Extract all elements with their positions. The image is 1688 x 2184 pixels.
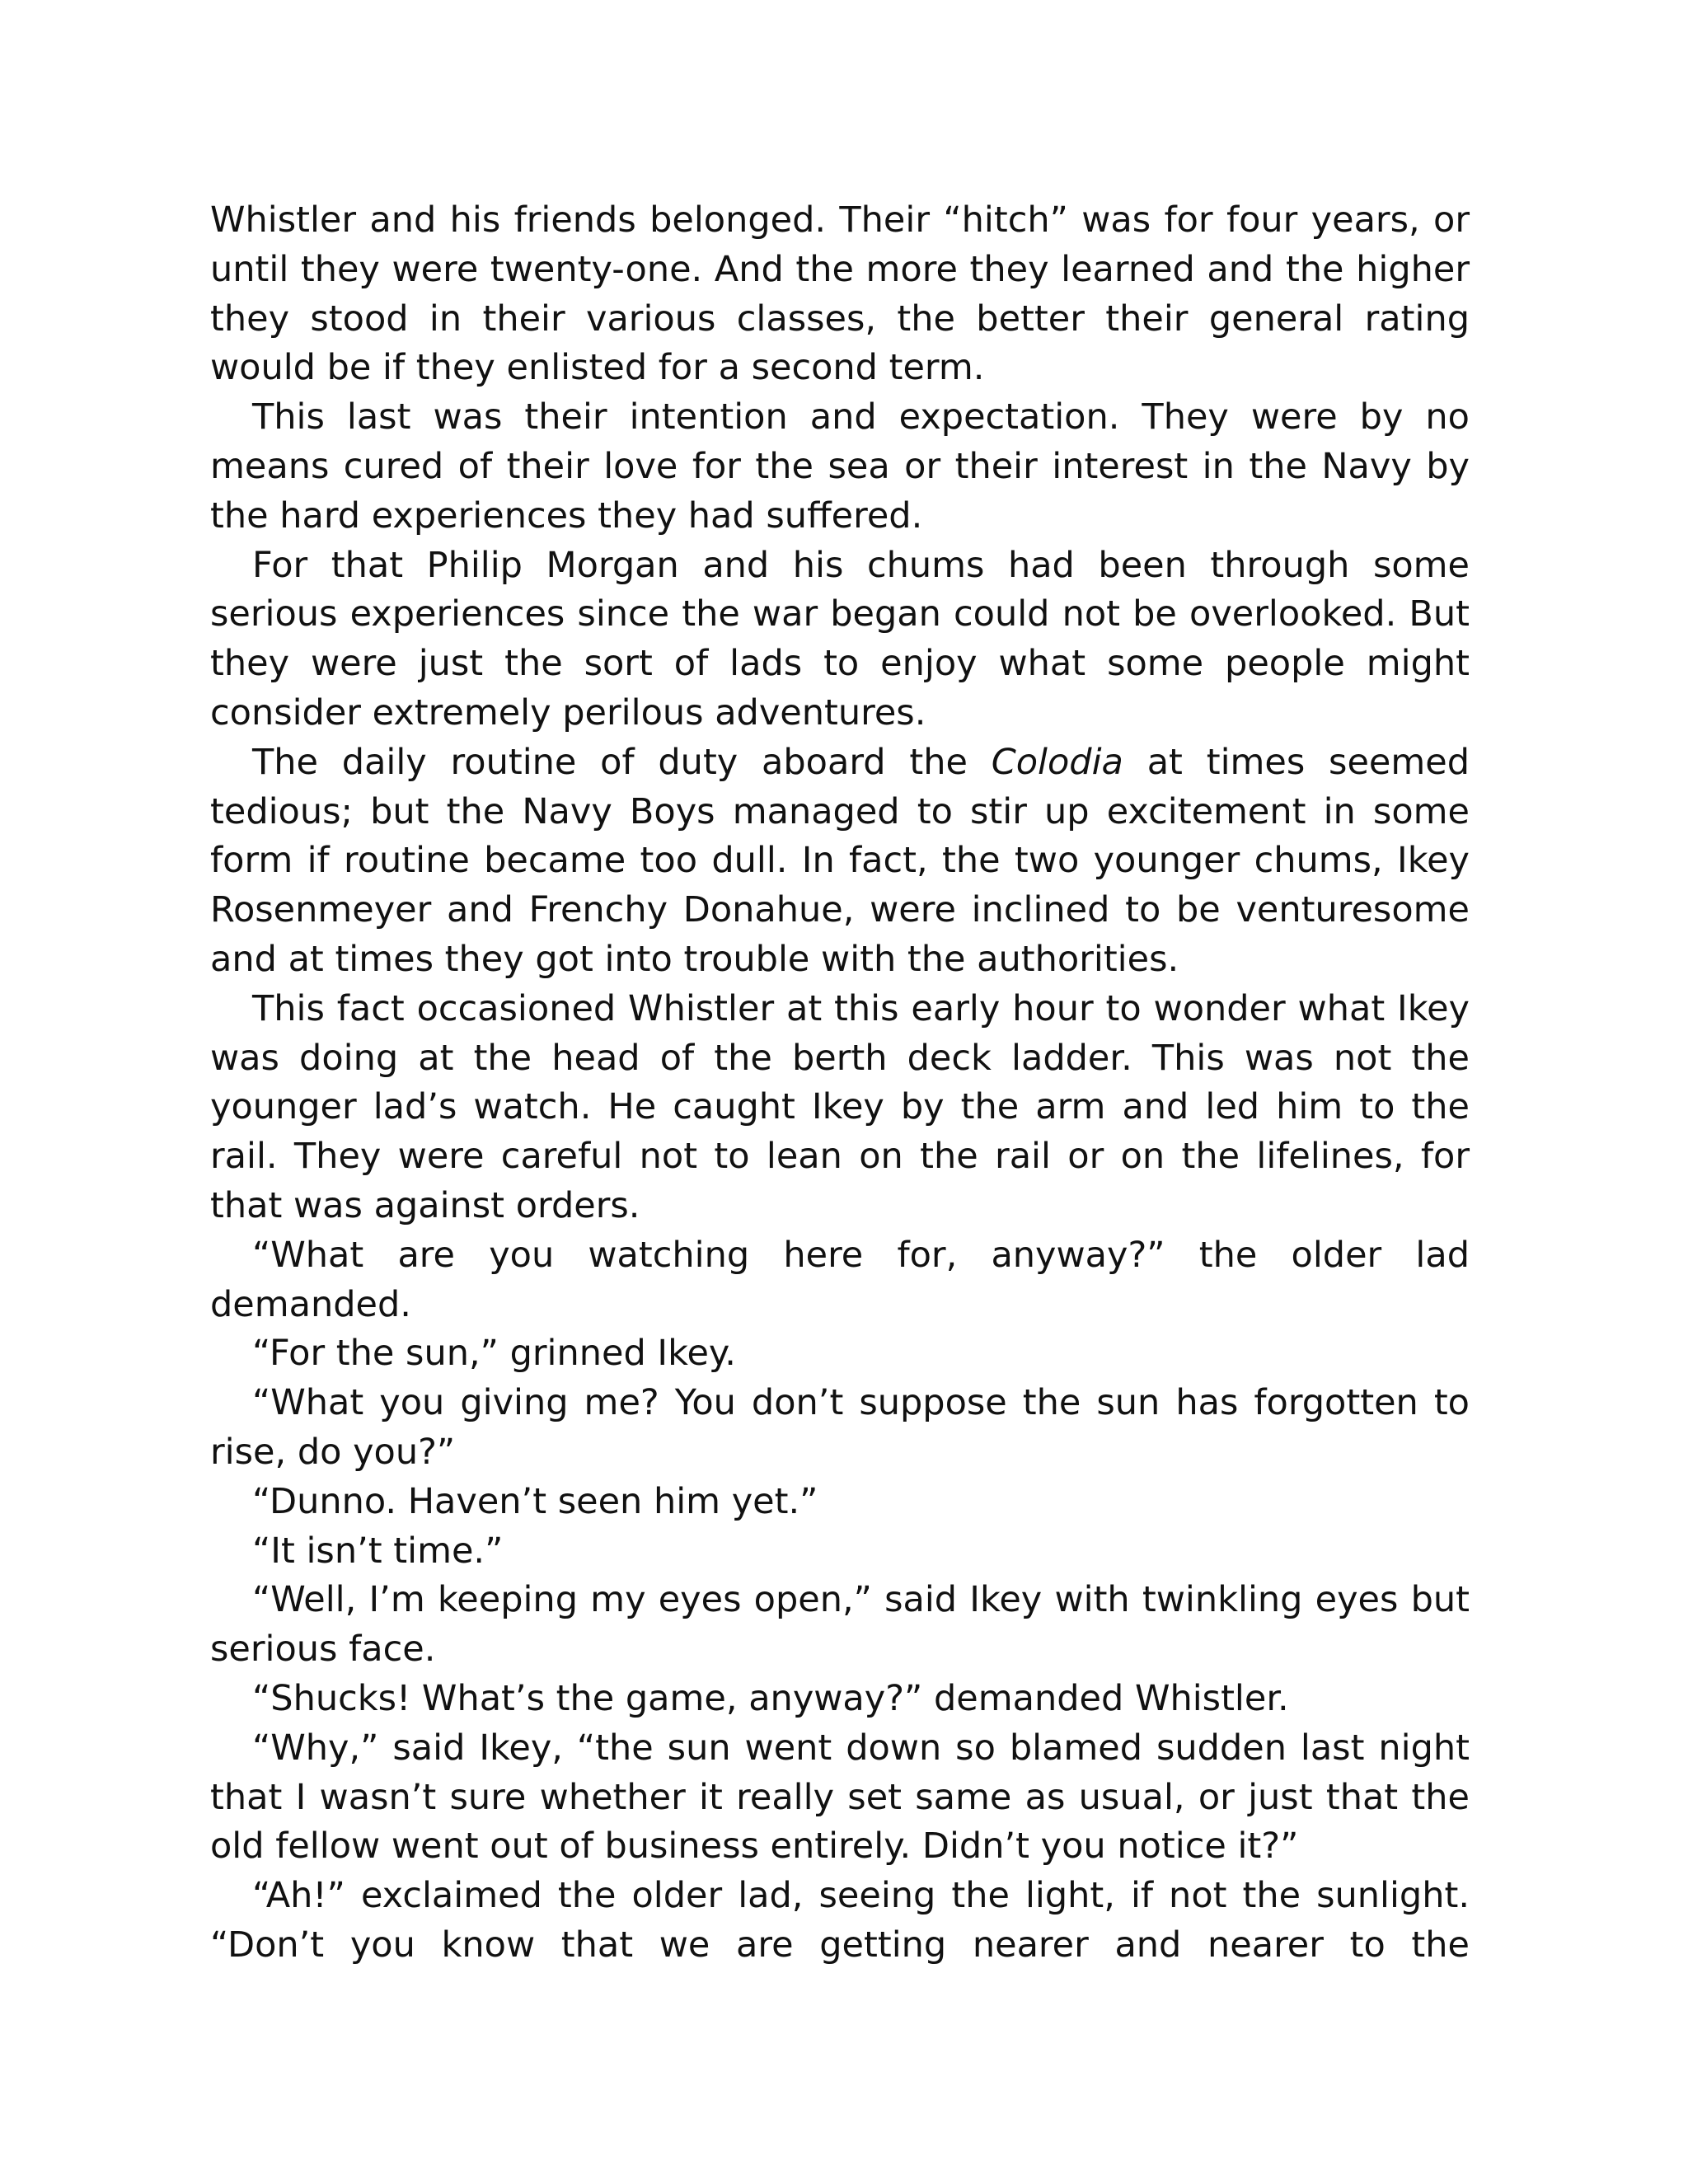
paragraph-4-after: at times seemed tedious; but the Navy Boys managed to stir up excitement in some form if routine became too dull. In fact, the two younger chums, Ikey Rosenmeyer and Frenchy Donahue, were inclined to be venturesome and at times they got into trouble with the authorities.: [210, 741, 1470, 980]
paragraph-12: “Shucks! What’s the game, anyway?” demanded Whistler.: [252, 1677, 1289, 1719]
paragraph-4-before: The daily routine of duty aboard the: [252, 741, 992, 783]
paragraph-1: Whistler and his friends belonged. Their “hitch” was for four years, or until they were twenty-one. And the more they learned and the higher they stood in their various classes, the better their general rating would be if they enlisted for a second term.: [210, 199, 1470, 389]
paragraph-7: “For the sun,” grinned Ikey.: [252, 1333, 736, 1375]
paragraph-6: “What are you watching here for, anyway?” the older lad demanded.: [210, 1234, 1470, 1325]
book-page: [210, 196, 1470, 1971]
paragraph-4: [210, 738, 1470, 985]
paragraph-2: This last was their intention and expectation. They were by no means cured of their love for the sea or their interest in the Navy by the hard experiences they had suffered.: [210, 396, 1470, 537]
paragraph-9: “Dunno. Haven’t seen him yet.”: [252, 1480, 818, 1522]
paragraph-8: “What you giving me? You don’t suppose the sun has forgotten to rise, do you?”: [210, 1382, 1470, 1473]
ship-name: Colodia: [991, 741, 1123, 783]
paragraph-10: “It isn’t time.”: [252, 1530, 504, 1572]
paragraph-13: “Why,” said Ikey, “the sun went down so blamed sudden last night that I wasn’t sure whether it really set same as usual, or just that the old fellow went out of business entirely. Didn’t you notice it?”: [210, 1727, 1470, 1868]
paragraph-11: “Well, I’m keeping my eyes open,” said Ikey with twinkling eyes but serious face.: [210, 1579, 1470, 1671]
paragraph-14: “Ah!” exclaimed the older lad, seeing the light, if not the sunlight. “Don’t you know that we are getting nearer and nearer to the: [210, 1875, 1470, 1966]
paragraph-5: This fact occasioned Whistler at this early hour to wonder what Ikey was doing at the head of the berth deck ladder. This was not the younger lad’s watch. He caught Ikey by the arm and led him to the rail. They were careful not to lean on the rail or on the lifelines, for that was against orders.: [210, 987, 1470, 1226]
paragraph-3: For that Philip Morgan and his chums had been through some serious experiences since the war began could not be overlooked. But they were just the sort of lads to enjoy what some people might consider extremely perilous adventures.: [210, 544, 1470, 733]
